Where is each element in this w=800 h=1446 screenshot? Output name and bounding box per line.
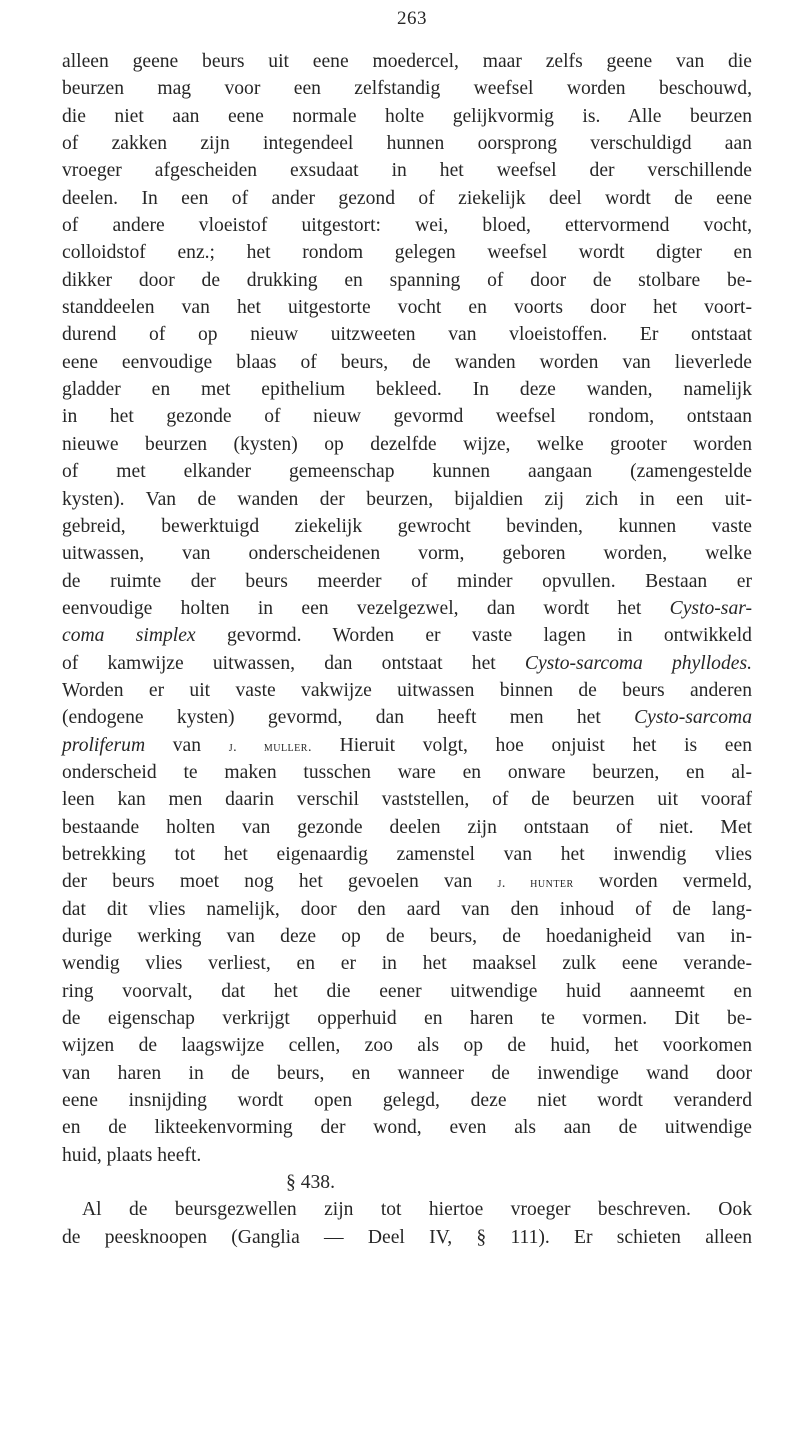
text-line	[62, 157, 752, 184]
text-run: wendig vlies verliest, en er in het maaksel zulk eene verande-	[62, 953, 752, 975]
text-line	[62, 130, 752, 157]
text-run: betrekking tot het eigenaardig zamenstel van het inwendig vlies	[62, 843, 752, 865]
text-run: wijzen de laagswijze cellen, zoo als op de huid, het voorkomen	[62, 1035, 752, 1057]
text-run: eene eenvoudige blaas of beurs, de wanden worden van lieverlede	[62, 351, 752, 373]
text-run: of met elkander gemeenschap kunnen aangaan (zamengestelde	[62, 461, 752, 483]
text-run: en de likteekenvorming der wond, even als aan de uitwendige	[62, 1117, 752, 1139]
text-run: de peesknoopen (Ganglia — Deel IV, § 111). Er schieten alleen	[62, 1226, 752, 1248]
text-run: deelen. In een of ander gezond of ziekelijk deel wordt de eene	[62, 187, 752, 209]
text-line	[62, 978, 752, 1005]
author-name: j. muller.	[228, 739, 312, 755]
text-run: of zakken zijn integendeel hunnen oorsprong verschuldigd aan	[62, 133, 752, 155]
text-line	[62, 1142, 752, 1169]
text-line	[62, 1196, 752, 1223]
text-line	[62, 513, 752, 540]
text-run: Al de beursgezwellen zijn tot hiertoe vroeger beschreven. Ook	[82, 1199, 752, 1221]
page-number: 263	[397, 8, 427, 29]
text-run: leen kan men daarin verschil vaststellen, of de beurzen uit vooraf	[62, 789, 752, 811]
text-run: vroeger afgescheiden exsudaat in het weefsel der verschillende	[62, 160, 752, 182]
text-run: alleen geene beurs uit eene moedercel, maar zelfs geene van die	[62, 51, 752, 72]
text-run: gebreid, bewerktuigd ziekelijk gewrocht bevinden, kunnen vaste	[62, 515, 752, 537]
text-line	[62, 376, 752, 403]
text-line	[62, 103, 752, 130]
text-run: bestaande holten van gezonde deelen zijn ontstaan of niet. Met	[62, 816, 752, 838]
text-line	[62, 431, 752, 458]
text-run: kysten). Van de wanden der beurzen, bijaldien zij zich in een uit-	[62, 488, 752, 510]
italic-term: proliferum	[62, 734, 146, 756]
text-line	[62, 1032, 752, 1059]
text-run: standdeelen van het uitgestorte vocht en voorts door het voort-	[62, 297, 752, 319]
text-run: of kamwijze uitwassen, dan ontstaat het	[62, 652, 525, 674]
text-run: de eigenschap verkrijgt opperhuid en haren te vormen. Dit be-	[62, 1008, 752, 1030]
text-run: van	[145, 734, 229, 756]
text-run: colloidstof enz.; het rondom gelegen weefsel wordt digter en	[62, 242, 752, 264]
text-run: ring voorvalt, dat het die eener uitwendige huid aanneemt en	[62, 980, 752, 1002]
text-line	[62, 841, 752, 868]
text-line	[62, 814, 752, 841]
italic-term: coma simplex	[62, 625, 196, 647]
author-name: j. hunter	[497, 876, 574, 892]
text-line	[62, 896, 752, 923]
body-text	[62, 48, 752, 1251]
text-line	[62, 403, 752, 430]
text-run: beurzen mag voor een zelfstandig weefsel worden beschouwd,	[62, 78, 752, 100]
text-run: in het gezonde of nieuw gevormd weefsel rondom, ontstaan	[62, 406, 752, 428]
text-run: worden vermeld,	[573, 871, 752, 893]
text-line	[62, 950, 752, 977]
text-run: durend of op nieuw uitzweeten van vloeistoffen. Er ontstaat	[62, 324, 752, 346]
text-line	[62, 486, 752, 513]
text-line	[62, 1087, 752, 1114]
text-run: de ruimte der beurs meerder of minder opvullen. Bestaan er	[62, 570, 752, 592]
text-line	[62, 568, 752, 595]
text-run: van haren in de beurs, en wanneer de inwendige wand door	[62, 1062, 752, 1084]
text-run: der beurs moet nog het gevoelen van	[62, 871, 498, 893]
text-line	[62, 1114, 752, 1141]
italic-term: Cysto-sarcoma phyllodes.	[524, 652, 752, 674]
text-run: Worden er uit vaste vakwijze uitwassen binnen de beurs anderen	[62, 679, 752, 701]
text-line	[62, 786, 752, 813]
italic-term: Cysto-sar-	[669, 597, 752, 619]
text-line	[62, 622, 752, 649]
text-line	[62, 677, 752, 704]
text-line	[62, 294, 752, 321]
text-line	[62, 321, 752, 348]
text-run: dat dit vlies namelijk, door den aard van den inhoud of de lang-	[62, 898, 752, 920]
text-run: dikker door de drukking en spanning of door de stolbare be-	[62, 269, 752, 291]
text-line	[62, 704, 752, 731]
text-line	[62, 732, 752, 759]
text-line	[62, 759, 752, 786]
text-run: Hieruit volgt, hoe onjuist het is een	[311, 734, 752, 756]
text-run: gladder en met epithelium bekleed. In deze wanden, namelijk	[62, 379, 752, 401]
text-line	[62, 1224, 752, 1251]
text-line	[62, 349, 752, 376]
text-line	[62, 75, 752, 102]
text-run: gevormd. Worden er vaste lagen in ontwikkeld	[195, 625, 752, 647]
text-run: eene insnijding wordt open gelegd, deze niet wordt veranderd	[62, 1090, 752, 1112]
text-run: uitwassen, van onderscheidenen vorm, geboren worden, welke	[62, 543, 752, 565]
italic-term: Cysto-sarcoma	[634, 707, 752, 729]
text-run: nieuwe beurzen (kysten) op dezelfde wijze, welke grooter worden	[62, 433, 752, 455]
text-line	[62, 239, 752, 266]
text-line	[62, 1005, 752, 1032]
text-line	[62, 458, 752, 485]
text-line	[62, 923, 752, 950]
text-line	[62, 595, 752, 622]
text-line	[62, 868, 752, 895]
text-line	[62, 1060, 752, 1087]
text-run: of andere vloeistof uitgestort: wei, bloed, ettervormend vocht,	[62, 215, 752, 237]
text-run: eenvoudige holten in een vezelgezwel, dan wordt het	[62, 597, 670, 619]
section-heading: § 438.	[286, 1172, 335, 1194]
text-run: die niet aan eene normale holte gelijkvormig is. Alle beurzen	[62, 105, 752, 127]
text-line	[62, 212, 752, 239]
text-line	[62, 650, 752, 677]
text-run: huid, plaats heeft.	[62, 1144, 202, 1166]
text-line	[62, 48, 752, 75]
text-run: onderscheid te maken tusschen ware en onware beurzen, en al-	[62, 761, 752, 783]
text-run: durige werking van deze op de beurs, de hoedanigheid van in-	[62, 926, 752, 947]
text-line	[62, 540, 752, 567]
text-line	[62, 185, 752, 212]
text-line	[62, 267, 752, 294]
text-run: (endogene kysten) gevormd, dan heeft men het	[62, 707, 635, 729]
